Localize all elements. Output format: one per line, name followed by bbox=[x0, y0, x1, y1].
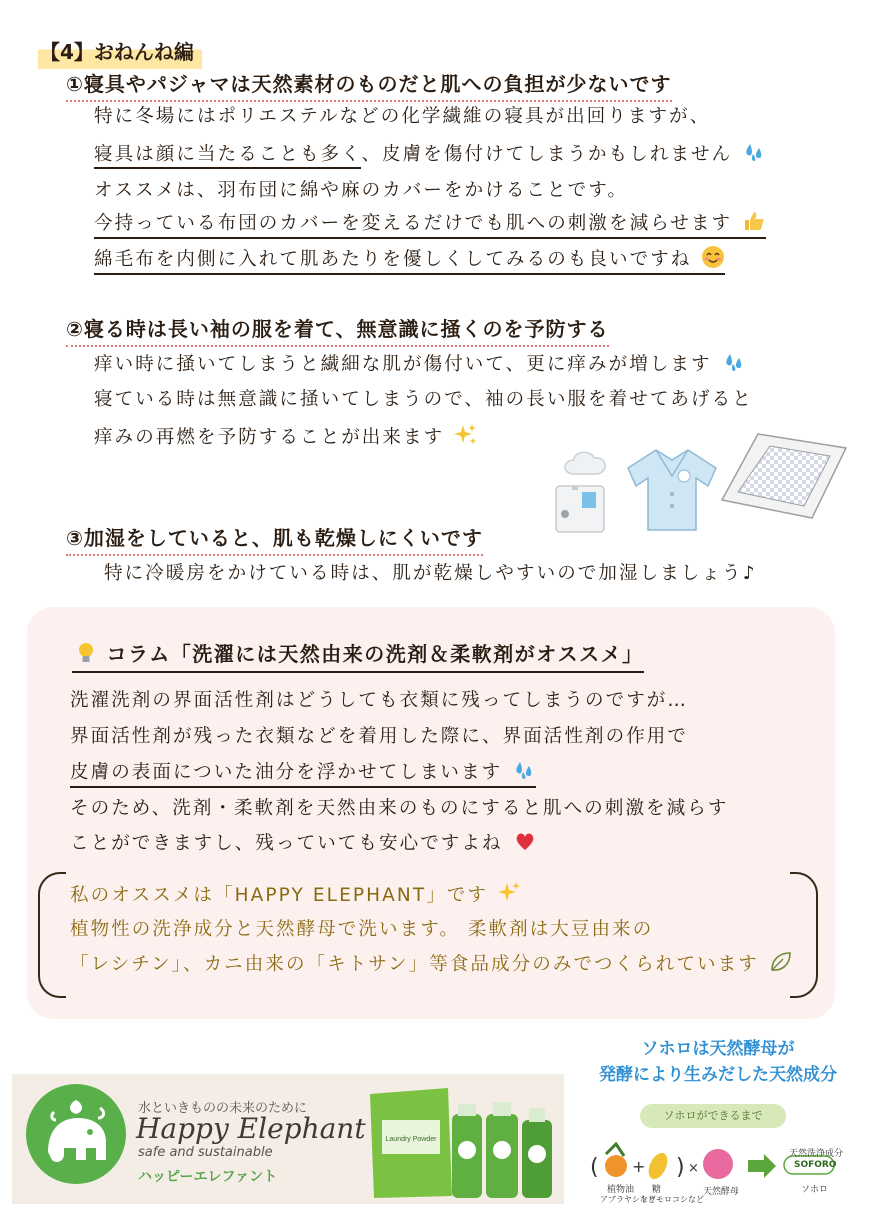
humidifier-illustration bbox=[552, 448, 612, 534]
product-packages-image bbox=[368, 1084, 558, 1200]
recommend-line-1-text: 私のオススメは「HAPPY ELEPHANT」です bbox=[70, 885, 489, 906]
banner-subtitle: safe and sustainable bbox=[138, 1145, 273, 1160]
soforo-result-label: ソホロ bbox=[801, 1185, 829, 1195]
recommend-line-3-text: 「レシチン」、カニ由来の「キトサン」等食品成分のみでつくられています bbox=[70, 954, 759, 975]
bracket-right bbox=[790, 872, 818, 998]
bedding-illustration bbox=[718, 428, 850, 524]
recommend-line-3 bbox=[70, 950, 793, 976]
sec1-heading: ①寝具やパジャマは天然素材のものだと肌への負担が少ないです bbox=[66, 68, 672, 102]
elephant-logo-icon bbox=[24, 1082, 128, 1186]
column-line-5-text: ことができますし、残っていても安心ですよね bbox=[70, 833, 503, 854]
column-line-5 bbox=[70, 829, 537, 855]
column-title bbox=[72, 638, 644, 673]
bracket-left bbox=[38, 872, 66, 998]
soforo-heading-2: 発酵により生みだした天然成分 bbox=[599, 1065, 837, 1085]
column-line-4: そのため、洗剤・柔軟剤を天然由来のものにすると肌への刺激を減らす bbox=[70, 798, 729, 819]
sec3-line-1: 特に冷暖房をかけている時は、肌が乾燥しやすいので加湿しましょう♪ bbox=[104, 563, 757, 584]
banner-brand-name: Happy Elephant bbox=[136, 1112, 366, 1145]
sec2-heading: ②寝る時は長い袖の服を着て、無意識に掻くのを予防する bbox=[66, 313, 609, 347]
column-line-3 bbox=[70, 758, 536, 788]
sweat-drops-icon bbox=[512, 758, 536, 782]
section-title: 【4】おねんね編 bbox=[38, 34, 202, 69]
sugar-sub: トウモロコシなど bbox=[640, 1195, 704, 1204]
recommend-line-1 bbox=[70, 881, 522, 907]
plant-oil-label: 植物油 bbox=[607, 1185, 635, 1195]
yeast-label: 天然酵母 bbox=[703, 1187, 740, 1197]
banner-kana-name: ハッピーエレファント bbox=[138, 1169, 278, 1185]
pack-label: Laundry Powder bbox=[385, 1136, 437, 1143]
leaf-icon bbox=[769, 950, 793, 974]
sec2-line-1-text: 痒い時に掻いてしまうと繊細な肌が傷付いて、更に痒みが増します bbox=[94, 354, 712, 375]
soforo-process-pill: ソホロができるまで bbox=[640, 1104, 786, 1128]
recommend-line-2: 植物性の洗浄成分と天然酵母で洗います。 柔軟剤は大豆由来の bbox=[70, 919, 654, 940]
sec3-heading: ③加湿をしていると、肌も乾燥しにくいです bbox=[66, 522, 483, 556]
sec1-line-4-text: 今持っている布団のカバーを変えるだけでも肌への刺激を減らせます bbox=[94, 213, 733, 234]
sec2-line-1 bbox=[94, 350, 746, 376]
thumbs-up-icon bbox=[742, 209, 766, 233]
svg-text:): ) bbox=[676, 1155, 685, 1180]
soforo-logo-text: SOFORO bbox=[794, 1160, 837, 1170]
sugar-label: 糖 bbox=[652, 1185, 662, 1195]
sec2-line-2: 寝ている時は無意識に掻いてしまうので、袖の長い服を着せてあげると bbox=[94, 389, 753, 410]
smiling-face-icon bbox=[701, 245, 725, 269]
baby-romper-illustration bbox=[626, 446, 718, 534]
column-line-1: 洗濯洗剤の界面活性剤はどうしても衣類に残ってしまうのですが… bbox=[70, 690, 689, 711]
svg-text:+: + bbox=[632, 1157, 646, 1176]
sec1-line-4 bbox=[94, 209, 766, 239]
svg-text:(: ( bbox=[590, 1155, 599, 1180]
column-line-3-text: 皮膚の表面についた油分を浮かせてしまいます bbox=[70, 762, 503, 783]
banner-tagline: 水といきものの未来のために bbox=[138, 1101, 308, 1116]
sec1-line-1: 特に冬場にはポリエステルなどの化学繊維の寝具が出回りますが、 bbox=[94, 106, 711, 127]
heart-icon bbox=[513, 829, 537, 853]
light-bulb-icon bbox=[74, 641, 98, 665]
svg-text:×: × bbox=[688, 1161, 699, 1176]
sec1-line-2b: 、皮膚を傷付けてしまうかもしれません bbox=[361, 144, 733, 165]
sec1-line-5-text: 綿毛布を内側に入れて肌あたりを優しくしてみるのも良いですね bbox=[94, 249, 692, 270]
plant-oil-sub: アブラヤシなど bbox=[600, 1195, 656, 1204]
sec1-line-2a: 寝具は顔に当たることも多く bbox=[94, 144, 361, 169]
sweat-drops-icon bbox=[722, 350, 746, 374]
soforo-result-top: 天然洗浄成分 bbox=[789, 1149, 844, 1159]
sec1-line-3: オススメは、羽布団に綿や麻のカバーをかけることです。 bbox=[94, 180, 628, 201]
column-title-text: コラム「洗濯には天然由来の洗剤＆柔軟剤がオススメ」 bbox=[106, 642, 644, 666]
soforo-heading-1: ソホロは天然酵母が bbox=[641, 1039, 795, 1059]
sec1-line-2 bbox=[94, 140, 766, 166]
sparkles-icon bbox=[498, 881, 522, 905]
sec2-line-3 bbox=[94, 423, 478, 449]
sweat-drops-icon bbox=[742, 140, 766, 164]
sec2-line-3-text: 痒みの再燃を予防することが出来ます bbox=[94, 427, 445, 448]
sparkles-icon bbox=[454, 423, 478, 447]
column-line-2: 界面活性剤が残った衣類などを着用した際に、界面活性剤の作用で bbox=[70, 726, 689, 747]
sec1-line-5 bbox=[94, 245, 725, 275]
